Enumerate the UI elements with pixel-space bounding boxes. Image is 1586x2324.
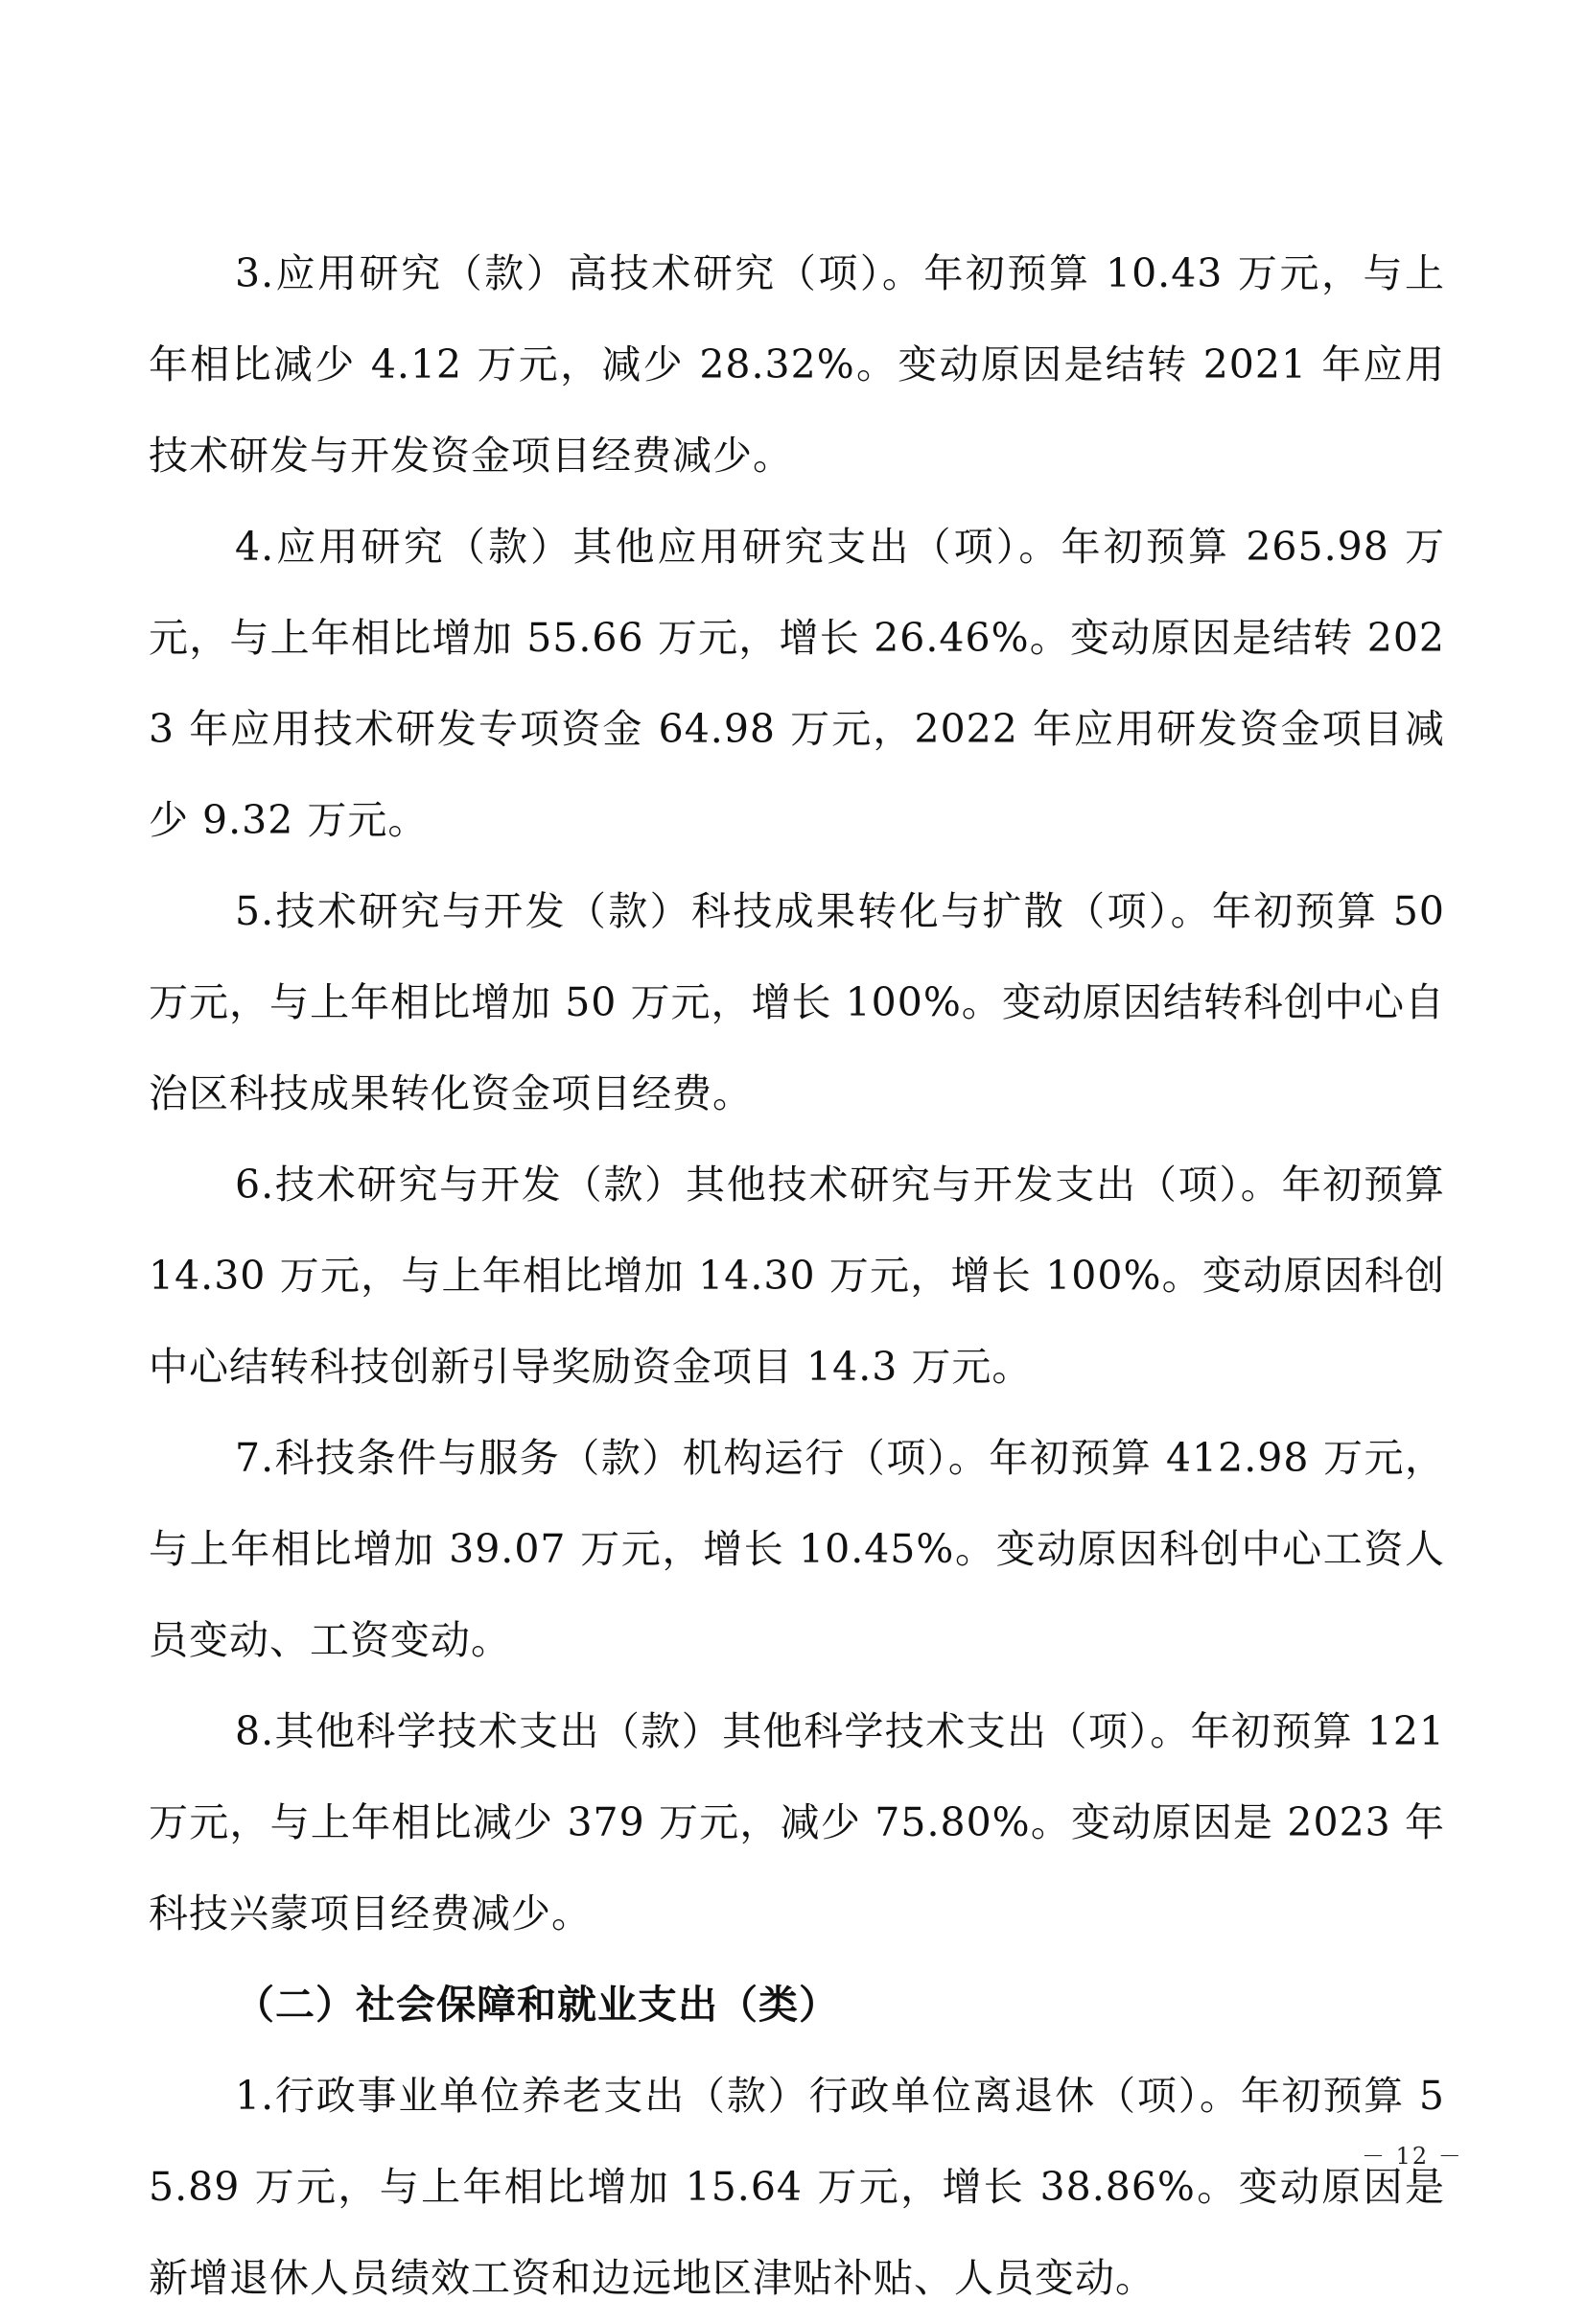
page-number: － 12 － (1362, 2143, 1463, 2170)
paragraph-other-science-tech: 8.其他科学技术支出（款）其他科学技术支出（项）。年初预算 121 万元，与上年相比减少 379 万元，减少 75.80%。变动原因是 2023 年科技兴蒙项目经费减少。 (149, 1708, 1445, 1937)
paragraph-institution-operation: 7.科技条件与服务（款）机构运行（项）。年初预算 412.98 万元，与上年相比增加 39.07 万元，增长 10.45%。变动原因科创中心工资人员变动、工资变动。 (149, 1435, 1445, 1663)
paragraph-tech-transfer: 5.技术研究与开发（款）科技成果转化与扩散（项）。年初预算 50 万元，与上年相比增加 50 万元，增长 100%。变动原因结转科创中心自治区科技成果转化资金项目经费。 (149, 888, 1445, 1116)
section-heading-social-security: （二）社会保障和就业支出（类） (235, 1982, 839, 2028)
paragraph-tech-development-other: 6.技术研究与开发（款）其他技术研究与开发支出（项）。年初预算 14.30 万元，与上年相比增加 14.30 万元，增长 100%。变动原因科创中心结转科技创新引导奖励资金项目 14.3 万元。 (149, 1162, 1445, 1390)
document-body (149, 228, 1445, 2324)
paragraph-applied-research-other: 4.应用研究（款）其他应用研究支出（项）。年初预算 265.98 万元，与上年相比增加 55.66 万元，增长 26.46%。变动原因是结转 2023 年应用技术研发专项资金 64.98 万元，2022 年应用研发资金项目减少 9.32 万元。 (149, 524, 1445, 843)
paragraph-applied-research-high-tech: 3.应用研究（款）高技术研究（项）。年初预算 10.43 万元，与上年相比减少 4.12 万元，减少 28.32%。变动原因是结转 2021 年应用技术研发与开发资金项目经费减少。 (149, 250, 1445, 479)
paragraph-retirement-pension: 1.行政事业单位养老支出（款）行政单位离退休（项）。年初预算 55.89 万元，与上年相比增加 15.64 万元，增长 38.86%。变动原因是新增退休人员绩效工资和边远地区津贴补贴、人员变动。 (149, 2073, 1445, 2301)
